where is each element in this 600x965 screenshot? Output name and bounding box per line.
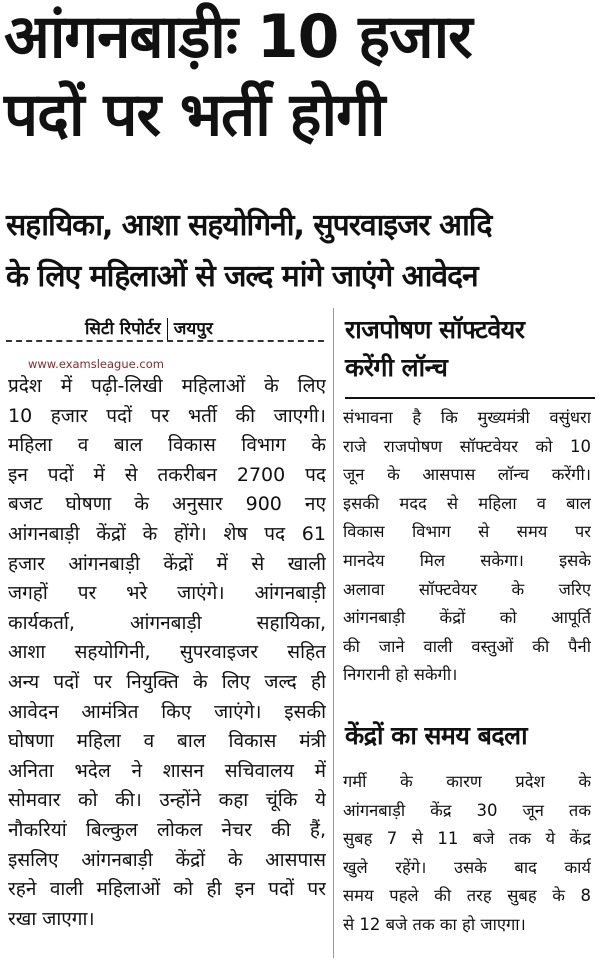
text-line: संभावना है कि मुख्यमंत्री वसुंधरा — [343, 408, 591, 427]
text-line: समय पहले की तरह सुबह के 8 — [343, 886, 591, 906]
text-line: रहने वाली महिलाओं को ही इन पदों पर — [8, 878, 326, 901]
text-line: आवेदन आमंत्रित किए जाएंगे। इसकी — [8, 700, 326, 723]
side-heading-1-line-1: राजपोषण सॉफ्टवेयर — [345, 315, 525, 344]
watermark: www.examsleague.com — [28, 357, 164, 371]
text-line: हजार आंगनबाड़ी केंद्रों में से खाली — [8, 552, 326, 575]
text-line: नौकरियां बिल्कुल लोकल नेचर की हैं, — [8, 818, 326, 841]
text-line: मानदेय मिल सकेगा। इसके — [343, 550, 591, 570]
text-line: कार्यकर्ता, आंगनबाड़ी सहायिका, — [8, 611, 326, 634]
main-story — [8, 372, 326, 934]
side-story-2-body — [343, 768, 591, 940]
text-line: जगहों पर भरे जाएंगे। आंगनबाड़ी — [8, 582, 326, 605]
text-line: इसकी मदद से महिला व बाल — [343, 493, 591, 513]
text-line: निगरानी हो सकेगी। — [343, 665, 458, 685]
byline-reporter: सिटी रिपोर्टर — [85, 319, 161, 339]
byline-divider — [167, 318, 168, 340]
text-line: आंगनबाड़ी केंद्रों को आपूर्ति — [343, 608, 591, 628]
text-line: अन्य पदों पर नियुक्ति के लिए जल्द ही — [8, 670, 326, 693]
text-line: इसलिए आंगनबाड़ी केंद्रों के आसपास — [8, 848, 326, 871]
text-line: खुले रहेंगे। उसके बाद कार्य — [343, 857, 591, 877]
side-heading-2: केंद्रों का समय बदला — [345, 721, 528, 750]
heading-rule — [345, 397, 595, 399]
text-line: सोमवार को की। उन्होंने कहा चूंकि ये — [8, 789, 326, 812]
text-line: विकास विभाग से समय पर — [343, 522, 591, 542]
text-line: 10 हजार पदों पर भर्ती की जाएगी। — [8, 404, 326, 427]
text-line: महिला व बाल विकास विभाग के — [8, 434, 326, 457]
text-line: से 12 बजे तक का हो जाएगा। — [343, 914, 526, 934]
text-line: की जाने वाली वस्तुओं की पैनी — [343, 636, 591, 656]
subheadline-line-1: सहायिका, आशा सहयोगिनी, सुपरवाइजर आदि — [6, 208, 492, 243]
dashed-divider — [6, 340, 324, 342]
text-line: इन पदों में से तकरीबन 2700 पद — [8, 463, 326, 486]
text-line: राजे राजपोषण सॉफ्टवेयर को 10 — [343, 436, 591, 456]
byline — [85, 316, 213, 340]
text-line: जून के आसपास लॉन्च करेंगी। — [343, 465, 591, 485]
text-line: अनिता भदेल ने शासन सचिवालय में — [8, 759, 326, 782]
text-line: आशा सहयोगिनी, सुपरवाइजर सहित — [8, 641, 326, 664]
text-line: रखा जाएगा। — [8, 907, 95, 930]
side-heading-1-line-2: करेंगी लॉन्च — [345, 353, 448, 382]
text-line: बजट घोषणा के अनुसार 900 नए — [8, 493, 326, 516]
text-line: अलावा सॉफ्टवेयर के जरिए — [343, 579, 591, 599]
text-line: प्रदेश में पढ़ी-लिखी महिलाओं के लिए — [8, 375, 326, 397]
subheadline-line-2: के लिए महिलाओं से जल्द मांगे जाएंगे आवेदन — [6, 259, 478, 294]
headline-line-2: पदों पर भर्ती होगी — [4, 80, 385, 150]
byline-city: जयपुर — [173, 319, 213, 339]
text-line: गर्मी के कारण प्रदेश के — [343, 772, 591, 791]
headline-line-1: आंगनबाड़ीः 10 हजार — [4, 2, 472, 72]
side-story-1-body — [343, 404, 591, 690]
column-divider — [333, 308, 334, 958]
text-line: आंगनबाड़ी केंद्र 30 जून तक — [343, 800, 591, 820]
text-line: सुबह 7 से 11 बजे तक ये केंद्र — [343, 829, 591, 849]
text-line: आंगनबाड़ी केंद्रों के होंगे। शेष पद 61 — [8, 522, 326, 545]
text-line: घोषणा महिला व बाल विकास मंत्री — [8, 730, 326, 753]
